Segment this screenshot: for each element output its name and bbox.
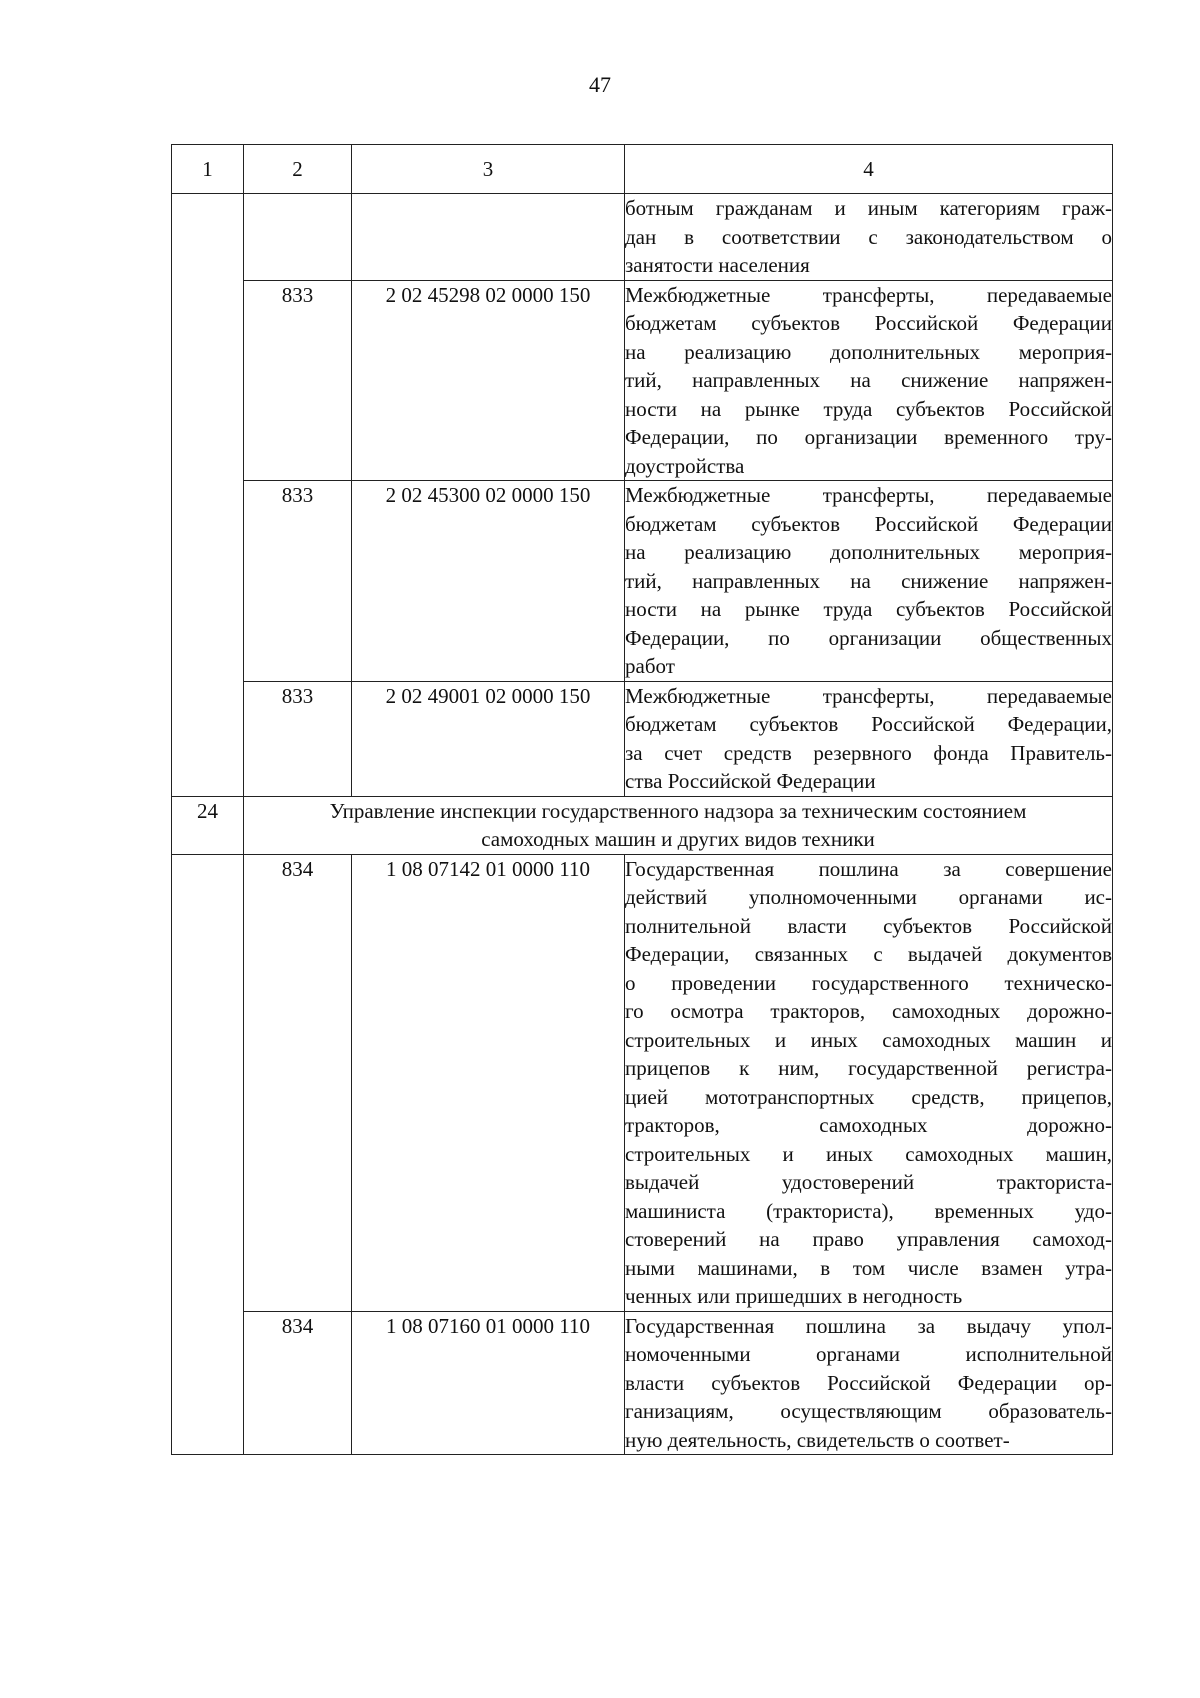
description-line: строительных и иных самоходных машин и bbox=[625, 1027, 1112, 1052]
group-number-cell: 24 bbox=[172, 796, 244, 854]
description-line: работ bbox=[625, 654, 675, 678]
header-col-4: 4 bbox=[625, 145, 1113, 194]
budget-classification-table bbox=[171, 144, 1113, 1455]
budget-code-cell: 2 02 45298 02 0000 150 bbox=[352, 280, 625, 481]
admin-code-cell bbox=[244, 194, 352, 281]
description-line: ную деятельность, свидетельств о соответ- bbox=[625, 1427, 1010, 1452]
admin-code-cell: 834 bbox=[244, 854, 352, 1311]
description-line: прицепов к ним, государственной регистра- bbox=[625, 1056, 1112, 1080]
description-line: доустройства bbox=[625, 453, 745, 478]
description-line: Государственная пошлина за выдачу упол- bbox=[625, 1313, 1112, 1338]
description-line: тракторов, самоходных дорожно- bbox=[625, 1113, 1112, 1137]
description-line: ства Российской Федерации bbox=[625, 769, 876, 793]
description-line: бюджетам субъектов Российской Федерации, bbox=[625, 712, 1112, 736]
table-row bbox=[172, 854, 1113, 1311]
admin-code-cell: 833 bbox=[244, 481, 352, 682]
group-title-line: самоходных машин и других видов техники bbox=[481, 827, 875, 851]
description-line: бюджетам субъектов Российской Федерации bbox=[625, 511, 1112, 536]
description-cell bbox=[625, 481, 1113, 682]
description-cell bbox=[625, 854, 1113, 1311]
admin-code-cell: 834 bbox=[244, 1311, 352, 1455]
description-line: цией мототранспортных средств, прицепов, bbox=[625, 1084, 1112, 1109]
description-line: Федерации, связанных с выдачей документов bbox=[625, 942, 1112, 966]
description-line: о проведении государственного техническо- bbox=[625, 970, 1112, 995]
group-title-cell bbox=[244, 796, 1113, 854]
description-line: Межбюджетные трансферты, передаваемые bbox=[625, 483, 1112, 507]
description-line: строительных и иных самоходных машин, bbox=[625, 1141, 1112, 1166]
description-cell bbox=[625, 1311, 1113, 1455]
budget-code-cell: 1 08 07160 01 0000 110 bbox=[352, 1311, 625, 1455]
group-number-cell-empty bbox=[172, 194, 244, 797]
description-line: за счет средств резервного фонда Правитель- bbox=[625, 740, 1112, 765]
table-row bbox=[172, 1311, 1113, 1455]
admin-code-cell: 833 bbox=[244, 280, 352, 481]
description-line: дан в соответствии с законодательством о bbox=[625, 224, 1112, 249]
description-line: ботным гражданам и иным категориям граж- bbox=[625, 196, 1112, 220]
description-line: выдачей удостоверений тракториста- bbox=[625, 1170, 1112, 1194]
description-line: ности на рынке труда субъектов Российской bbox=[625, 597, 1112, 621]
description-line: го осмотра тракторов, самоходных дорожно- bbox=[625, 999, 1112, 1023]
description-line: ности на рынке труда субъектов Российской bbox=[625, 396, 1112, 421]
description-line: ными машинами, в том числе взамен утра- bbox=[625, 1255, 1112, 1280]
table-row bbox=[172, 280, 1113, 481]
description-line: власти субъектов Российской Федерации ор- bbox=[625, 1370, 1112, 1395]
budget-code-cell: 2 02 45300 02 0000 150 bbox=[352, 481, 625, 682]
header-row bbox=[172, 145, 1113, 194]
budget-code-cell bbox=[352, 194, 625, 281]
admin-code-cell: 833 bbox=[244, 681, 352, 796]
description-line: Межбюджетные трансферты, передаваемые bbox=[625, 683, 1112, 708]
description-line: Федерации, по организации общественных bbox=[625, 625, 1112, 650]
description-cell bbox=[625, 194, 1113, 281]
page-number: 47 bbox=[589, 72, 611, 97]
description-line: номоченными органами исполнительной bbox=[625, 1342, 1112, 1366]
budget-code-cell: 2 02 49001 02 0000 150 bbox=[352, 681, 625, 796]
group-title-line: Управление инспекции государственного надзора за техническим состоянием bbox=[329, 798, 1027, 823]
group-row bbox=[172, 796, 1113, 854]
description-line: действий уполномоченными органами ис- bbox=[625, 885, 1112, 909]
description-line: на реализацию дополнительных мероприя- bbox=[625, 339, 1112, 364]
description-line: Государственная пошлина за совершение bbox=[625, 856, 1112, 881]
description-line: Межбюджетные трансферты, передаваемые bbox=[625, 282, 1112, 307]
header-col-2: 2 bbox=[244, 145, 352, 194]
description-line: полнительной власти субъектов Российской bbox=[625, 913, 1112, 938]
budget-code-cell: 1 08 07142 01 0000 110 bbox=[352, 854, 625, 1311]
description-line: машиниста (тракториста), временных удо- bbox=[625, 1198, 1112, 1223]
header-col-3: 3 bbox=[352, 145, 625, 194]
group-number-cell-empty bbox=[172, 854, 244, 1455]
description-line: ченных или пришедших в негодность bbox=[625, 1284, 963, 1308]
table-row bbox=[172, 194, 1113, 281]
description-line: тий, направленных на снижение напряжен- bbox=[625, 368, 1112, 392]
description-line: Федерации, по организации временного тру- bbox=[625, 425, 1112, 449]
description-line: стоверений на право управления самоход- bbox=[625, 1227, 1112, 1251]
table-row bbox=[172, 681, 1113, 796]
description-line: бюджетам субъектов Российской Федерации bbox=[625, 311, 1112, 335]
description-cell bbox=[625, 681, 1113, 796]
description-line: занятости населения bbox=[625, 253, 810, 277]
description-cell bbox=[625, 280, 1113, 481]
description-line: тий, направленных на снижение напряжен- bbox=[625, 568, 1112, 593]
table-row bbox=[172, 481, 1113, 682]
header-col-1: 1 bbox=[172, 145, 244, 194]
description-line: на реализацию дополнительных мероприя- bbox=[625, 540, 1112, 564]
description-line: ганизациям, осуществляющим образователь- bbox=[625, 1399, 1112, 1423]
